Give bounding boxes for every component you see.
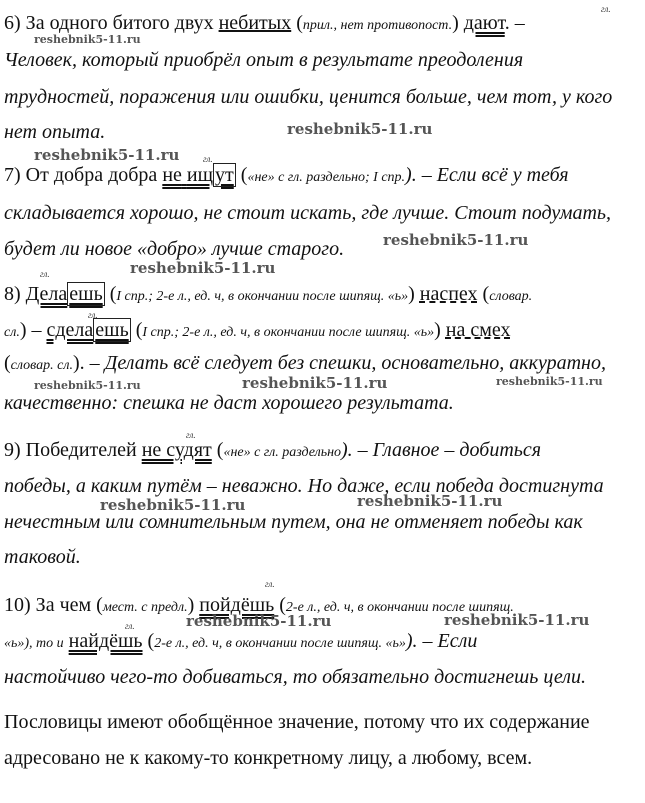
watermark: reshebnik5-11.ru	[130, 259, 276, 277]
gl-mark: гл.	[186, 430, 196, 440]
verb-ne-ishchut: не ищ ут	[162, 164, 234, 186]
p7-line2: складывается хорошо, не стоит искать, где лучше. Стоит подумать,	[4, 202, 612, 224]
watermark: reshebnik5-11.ru	[287, 120, 433, 138]
p6-line1: 6) За одного битого двух небитых (прил., нет противопост.) дают. –	[4, 12, 525, 34]
p10-line3: настойчиво чего-то добиваться, то обязательно достигнешь цели.	[4, 666, 586, 688]
p8-line4: качественно: спешка не даст хорошего результата.	[4, 392, 454, 414]
p6-line4: нет опыта.	[4, 121, 106, 143]
watermark: reshebnik5-11.ru	[100, 496, 246, 514]
verb-naydyosh: найдёшь	[68, 630, 143, 652]
word-nebitykh: небитых	[218, 12, 292, 34]
p10-line2: «ь»), то и найдёшь (2-е л., ед. ч, в окончании после шипящ. «ь»). – Если	[4, 630, 478, 652]
p9-line4: таковой.	[4, 546, 81, 568]
watermark: reshebnik5-11.ru	[34, 146, 180, 164]
p9-line3: нечестным или сомнительным путем, она не отменяет победы как	[4, 511, 583, 533]
p9-line1: 9) Победителей не судят («не» с гл. раздельно). – Главное – добиться	[4, 439, 542, 461]
p8-line2: сл.) – сдела ешь (I спр.; 2-е л., ед. ч, в окончании после шипящ. «ь») на смех	[4, 319, 511, 341]
verb-delaesh: Дела ешь	[25, 283, 103, 305]
verb-ne-sudyat: не судят	[141, 439, 212, 461]
adverb-naspekh: наспех	[419, 283, 478, 305]
summary-line2: адресовано не к какому-то конкретному лицу, а любому, всем.	[4, 747, 533, 769]
watermark: reshebnik5-11.ru	[186, 612, 332, 630]
watermark: reshebnik5-11.ru	[357, 492, 503, 510]
watermark: reshebnik5-11.ru	[34, 379, 141, 392]
gl-mark: гл.	[601, 4, 611, 14]
p9-line2: победы, а каким путём – неважно. Но даже, если победа достигнута	[4, 475, 604, 497]
gl-mark: гл.	[88, 310, 98, 320]
gl-mark: гл.	[40, 269, 50, 279]
adverb-na-smekh: на смех	[445, 319, 511, 341]
p8-line1: 8) Дела ешь (I спр.; 2-е л., ед. ч, в окончании после шипящ. «ь») наспех (словар.	[4, 283, 533, 305]
verb-sdelaesh: сдела ешь	[46, 319, 129, 341]
watermark: reshebnik5-11.ru	[242, 374, 388, 392]
watermark: reshebnik5-11.ru	[496, 375, 603, 388]
word-dayut: дают	[463, 12, 505, 34]
verb-poydyosh: пойдёшь	[199, 594, 275, 616]
p10-line1: 10) За чем (мест. с предл.) пойдёшь (2-е л., ед. ч, в окончании после шипящ.	[4, 594, 514, 616]
gl-mark: гл.	[203, 154, 213, 164]
p8-line3: (словар. сл.). – Делать всё следует без спешки, основательно, аккуратно,	[4, 352, 606, 374]
summary-line1: Пословицы имеют обобщённое значение, потому что их содержание	[4, 711, 590, 733]
p7-line3: будет ли новое «добро» лучше старого.	[4, 238, 345, 260]
gl-mark: гл.	[125, 621, 135, 631]
p6-line3: трудностей, поражения или ошибки, ценится больше, чем тот, у кого	[4, 86, 613, 108]
gl-mark: гл.	[265, 579, 275, 589]
p7-line1: 7) От добра добра не ищ ут («не» с гл. раздельно; I спр.). – Если всё у тебя	[4, 164, 569, 186]
p6-line2: Человек, который приобрёл опыт в результате преодоления	[4, 49, 524, 71]
watermark: reshebnik5-11.ru	[444, 611, 590, 629]
watermark: reshebnik5-11.ru	[34, 33, 141, 46]
watermark: reshebnik5-11.ru	[383, 231, 529, 249]
